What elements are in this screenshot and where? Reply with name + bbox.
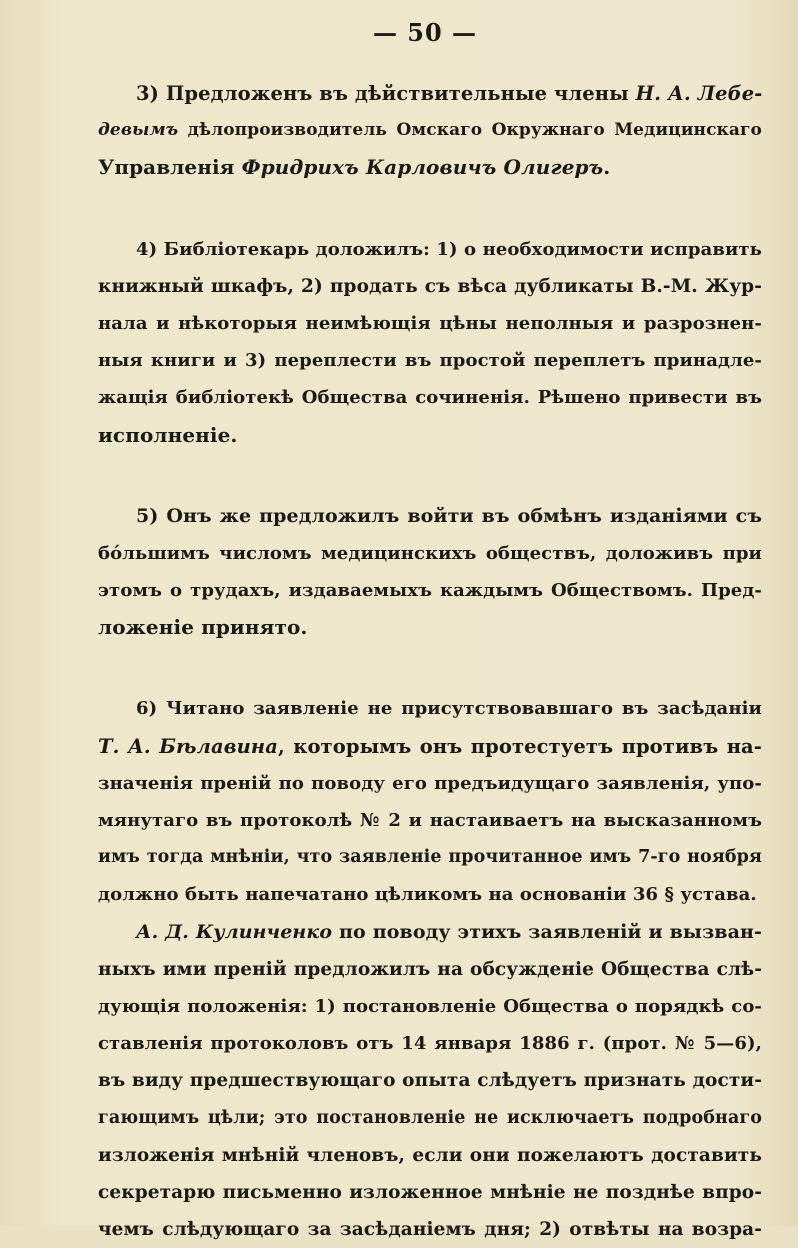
text-segment: въ виду предшествующаго опыта слѣдуетъ признать дости-: [98, 1070, 762, 1092]
text-line: [98, 75, 762, 112]
text-line: [98, 839, 762, 876]
text-line: [98, 802, 762, 839]
text-segment: ложеніе принято.: [98, 615, 308, 640]
person-name: девымъ: [98, 120, 179, 141]
text-line: [98, 572, 762, 609]
text-line: [98, 417, 762, 454]
text-line: [98, 535, 762, 572]
text-segment: секретарю письменно изложенное мнѣніе не позднѣе впро-: [98, 1181, 762, 1203]
text-segment: мянутаго въ протоколѣ № 2 и настаиваетъ на высказанномъ: [98, 810, 762, 831]
text-line: [98, 951, 762, 988]
text-segment: гающимъ цѣли; это постановленіе не исключаетъ подробнаго: [98, 1107, 762, 1128]
person-name: Т. А. Бѣлавина: [98, 734, 278, 758]
text-segment: имъ тогда мнѣніи, что заявленіе прочитанное имъ 7-го ноября: [98, 847, 762, 868]
text-line: [98, 876, 762, 913]
text-line: [98, 690, 762, 727]
person-name: Н. А. Лебе-: [635, 82, 763, 105]
text-segment: , которымъ онъ протестуетъ противъ на-: [277, 734, 762, 758]
text-line: [98, 379, 762, 416]
text-line: [98, 305, 762, 342]
text-line: [98, 728, 762, 765]
text-line: [98, 1062, 762, 1099]
paragraph: [98, 75, 762, 187]
text-line: [98, 1100, 762, 1137]
text-line: [98, 149, 762, 186]
text-segment: 6) Читано заявленіе не присутствовавшаго въ засѣданіи: [136, 698, 762, 720]
text-segment: .: [603, 155, 611, 180]
text-line: [98, 1211, 762, 1248]
text-line: [98, 1174, 762, 1211]
text-segment: Управленія: [98, 155, 242, 180]
text-line: [98, 1025, 762, 1062]
text-segment: 3) Предложенъ въ дѣйствительные члены: [136, 82, 636, 105]
text-segment: дѣлопроизводитель Омскаго Окружнаго Медицинскаго: [178, 120, 762, 141]
page-body-text: [98, 75, 762, 1248]
person-name: А. Д. Кулинченко: [136, 920, 333, 943]
text-line: [98, 914, 762, 951]
text-line: [98, 765, 762, 802]
text-line: [98, 609, 762, 646]
text-line: [98, 988, 762, 1025]
text-segment: ныя книги и 3) переплести въ простой переплетъ принадле-: [98, 350, 762, 372]
text-segment: 4) Библіотекарь доложилъ: 1) о необходимости исправить: [136, 238, 762, 260]
text-line: [98, 231, 762, 268]
text-line: [98, 1137, 762, 1174]
text-segment: нала и нѣкоторыя неимѣющія цѣны неполныя и разрознен-: [98, 312, 762, 334]
text-segment: по поводу этихъ заявленій и вызван-: [332, 920, 762, 943]
text-line: [98, 342, 762, 379]
paragraph: [98, 231, 762, 454]
text-segment: дующія положенія: 1) постановленіе Общества о порядкѣ со-: [98, 995, 762, 1017]
page-number: — 50 —: [372, 18, 478, 47]
text-segment: должно быть напечатано цѣликомъ на основаніи 36 § устава.: [98, 884, 757, 906]
text-segment: исполненіе.: [98, 422, 238, 447]
text-segment: книжный шкафъ, 2) продать съ вѣса дубликаты В.-М. Жур-: [98, 275, 762, 297]
text-segment: бо́льшимъ числомъ медицинскихъ обществъ, доложивъ при: [98, 542, 762, 564]
text-line: [98, 112, 762, 149]
text-segment: жащія библіотекѣ Общества сочиненія. Рѣшено привести въ: [98, 387, 762, 409]
paragraph: [98, 498, 762, 647]
text-segment: ныхъ ими преній предложилъ на обсужденіе Общества слѣ-: [98, 958, 762, 980]
text-segment: изложенія мнѣній членовъ, если они пожелаютъ доставить: [98, 1144, 762, 1166]
text-line: [98, 268, 762, 305]
text-segment: значенія преній по поводу его предъидущаго заявленія, упо-: [98, 772, 762, 794]
person-name: Фридрихъ Карловичъ Олигеръ: [241, 155, 604, 180]
text-line: [98, 498, 762, 535]
text-segment: 5) Онъ же предложилъ войти въ обмѣнъ изданіями съ: [136, 504, 762, 527]
text-segment: чемъ слѣдующаго за засѣданіемъ дня; 2) отвѣты на возра-: [98, 1219, 762, 1241]
paragraph: [98, 690, 762, 1248]
text-segment: ставленія протоколовъ отъ 14 января 1886 г. (прот. № 5—6),: [98, 1033, 762, 1055]
text-segment: этомъ о трудахъ, издаваемыхъ каждымъ Обществомъ. Пред-: [98, 580, 762, 602]
